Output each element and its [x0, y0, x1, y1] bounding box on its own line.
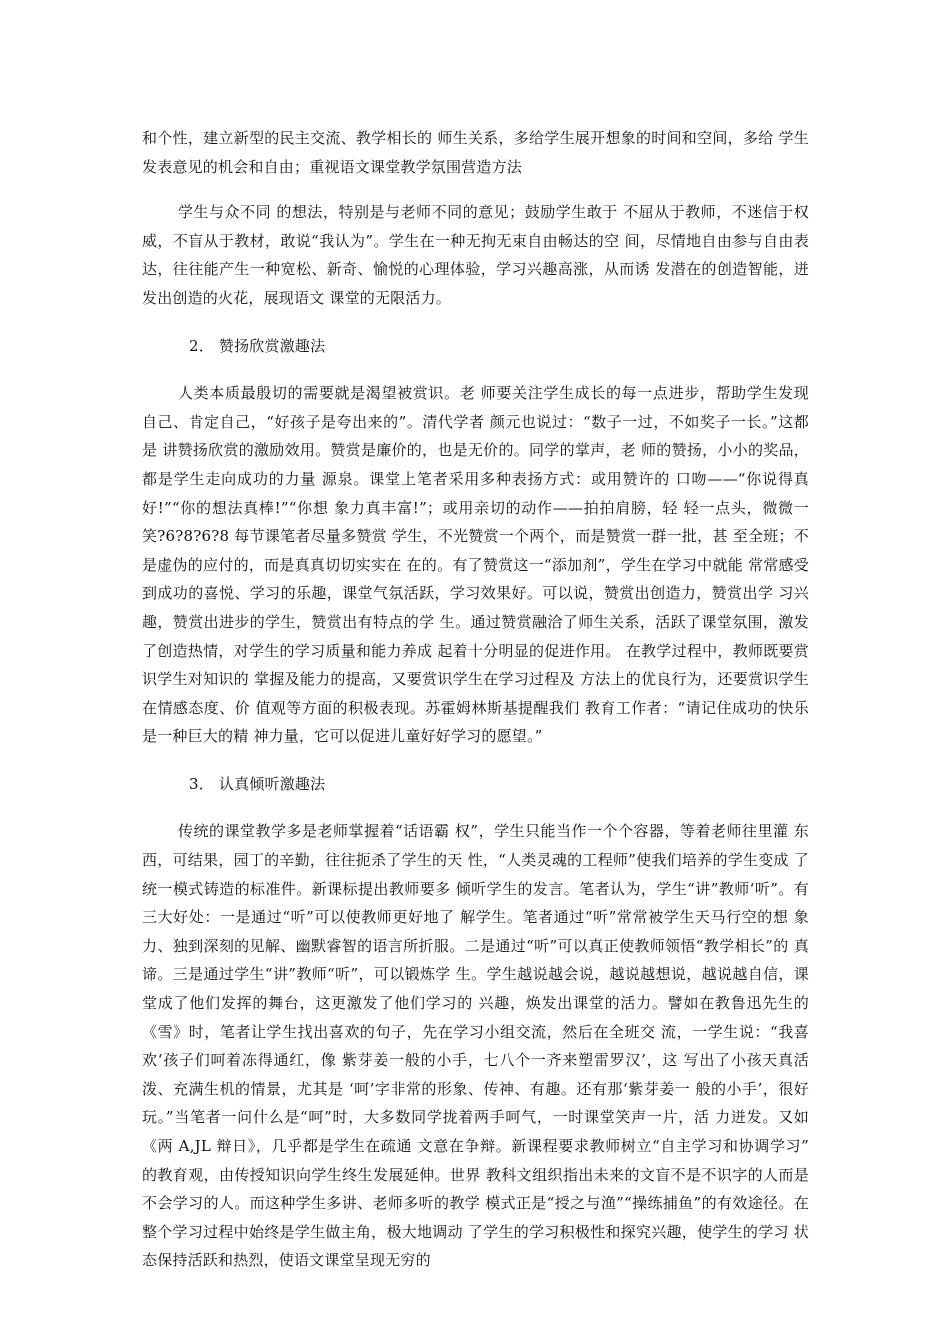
paragraph-continuation: 和个性，建立新型的民主交流、教学相长的 师生关系，多给学生展开想象的时间和空间，多给 学生发表意见的机会和自由；重视语文课堂教学氛围营造方法: [142, 129, 809, 176]
paragraph-gap: [142, 181, 809, 198]
section-heading-listening: 3． 认真倾听激趣法: [189, 774, 326, 793]
paragraph-gap: [142, 360, 809, 379]
section-heading-praise: 2． 赞扬欣赏激趣法: [189, 336, 326, 355]
paragraph-praise: 人类本质最殷切的需要就是渴望被赏识。老 师要关注学生成长的每一点进步，帮助学生发现 自己、肯定自己，“好孩子是夸出来的”。清代学者 颜元也说过：“数子一过，不如奖子一长。”这都是 讲赞扬欣赏的激励效用。赞赏是廉价的，也是无价的。同学的掌声，老 师的赞扬，小小的奖品，都是学生走向成功的力量 源泉。课堂上笔者采用多种表扬方式：或用赞许的 口吻——“你说得真好!”“你的想法真棒!”“你想 象力真丰富!”；或用亲切的动作——拍拍肩膀，轻 轻一点头，微微一笑?6?8?6?8 每节课笔者尽量多赞赏 学生，不光赞赏一个两个，而是赞赏一群一批，甚 至全班；不是虚伪的应付的，而是真真切切实实在 在的。有了赞赏这一“添加剂”，学生在学习中就能 常常感受到成功的喜悦、学习的乐趣，课堂气氛活跃，学习效果好。可以说，赞赏出创造力，赞赏出学 习兴趣，赞赏出进步的学生，赞赏出有特点的学 生。通过赞赏融洽了师生关系，活跃了课堂氛围，激发了创造热情，对学生的学习质量和能力养成 起着十分明显的促进作用。 在教学过程中，教师既要赏识学生对知识的 掌握及能力的提高，又要赏识学生在学习过程及 方法上的优良行为，还要赏识学生在情感态度、价 值观等方面的积极表现。苏霍姆林斯基提醒我们 教育工作者：“请记住成功的快乐是一种巨大的精 神力量，它可以促进儿童好好学习的愿望。”: [142, 384, 809, 746]
paragraph-gap: [142, 798, 809, 817]
paragraph-listening: 传统的课堂教学多是老师掌握着“话语霸 权”，学生只能当作一个个容器，等着老师往里灌 东西，可结果，园丁的辛勤，往往扼杀了学生的天 性，“人类灵魂的工程师”使我们培养的学生变成 了统一模式铸造的标准件。新课标提出教师要多 倾听学生的发言。笔者认为，学生“讲”教师‘听”。有三大好处：一是通过“听”可以使教师更好地了 解学生。笔者通过“听”常常被学生天马行空的想 象力、独到深刻的见解、幽默睿智的语言所折服。二是通过“听”可以真正使教师领悟“教学相长”的 真谛。三是通过学生“讲”教师“听”，可以锻炼学 生。学生越说越会说，越说越想说，越说越自信，课 堂成了他们发挥的舞台，这更激发了他们学习的 兴趣，焕发出课堂的活力。譬如在教鲁迅先生的《雪》时，笔者让学生找出喜欢的句子，先在学习小组交流，然后在全班交 流，一学生说：“我喜欢‘孩子们呵着冻得通红，像 紫芽姜一般的小手，七八个一齐来塑雷罗汉’，这 写出了小孩天真活泼、充满生机的情景，尤其是 ‘呵’字非常的形象、传神、有趣。还有那‘紫芽姜一 般的小手’，很好玩。”当笔者一问什么是“呵”时，大多数同学拢着两手呵气，一时课堂笑声一片，活 力迸发。又如《两 A,JL 辩日》，几乎都是学生在疏通 文意在争辩。新课程要求教师树立“自主学习和协调学习” 的教育观，由传授知识向学生终生发展延伸。世界 教科文组织指出未来的文盲不是不识字的人而是 不会学习的人。而这种学生多讲、老师多听的教学 模式正是“授之与渔”“操练捕鱼”的有效途径。在 整个学习过程中始终是学生做主角，极大地调动 了学生的学习积极性和探究兴趣，使学生的学习 状态保持活跃和热烈，使语文课堂呈现无穷的: [142, 822, 809, 1270]
paragraph-gap: [142, 313, 809, 332]
paragraph-gap: [142, 751, 809, 770]
document-page: [142, 124, 809, 1275]
paragraph-student-ideas: 学生与众不同 的想法，特别是与老师不同的意见；鼓励学生敢于 不屈从于教师，不迷信于权威，不盲从于教材，敢说“我认为”。学生在一种无拘无束自由畅达的空 间，尽情地自由参与自由表达，往往能产生一种宽松、新奇、愉悦的心理体验，学习兴趣高涨，从而诱 发潜在的创造智能，迸发出创造的火花，展现语文 课堂的无限活力。: [142, 203, 809, 307]
